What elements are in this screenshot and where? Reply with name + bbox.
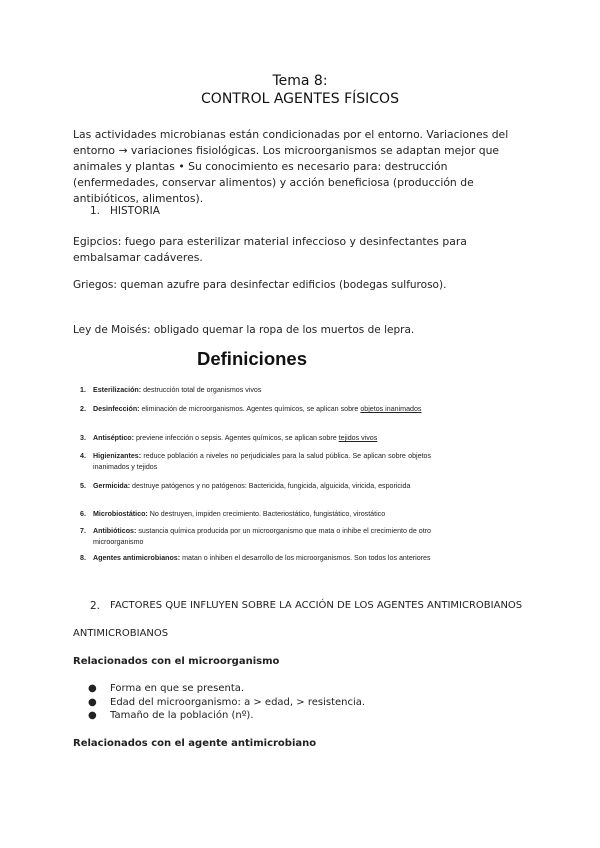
- section-2-title: FACTORES QUE INFLUYEN SOBRE LA ACCIÓN DE LOS AGENTES ANTIMICROBIANOS: [110, 600, 523, 611]
- history-griegos: Griegos: queman azufre para desinfectar edificios (bodegas sulfuroso).: [73, 279, 447, 291]
- list-item: ● Forma en que se presenta.: [88, 683, 245, 694]
- title-line-1: Tema 8:: [272, 73, 328, 89]
- list-item: ● Edad del microorganismo: a > edad, > resistencia.: [88, 696, 366, 708]
- definitions-figure: Definiciones 1. Esterilización: destrucción total de organismos vivos 2. Desinfección: eliminación de microorganismos. Agentes químicos, se aplican sobre objetos inanimados 3. Antiséptico: previene infección o sepsis. Agentes químicos, se aplican sobre tejidos vivos 4. Higienizantes: reduce población a niveles no perjudiciales para la salud pública. Se aplican sobre objetos inanimados y tejidos 5. Germicida: destruye patógenos y no patógenos: Bactericida, fungicida, alguicida, viricida, esporicida 6. Microbiostático: No destruyen, impiden crecimiento. Bacteriostático, fungistático, virostático 7. Antibióticos: sustancia química producida por un microorganismo que mata o inhibe el crecimiento de otro microorganismo 8. Agentes antimicrobianos: matan o inhiben el desarrollo de los microorganismos. Son todos los anteriores: [80, 348, 431, 562]
- section-1-number: 1.: [90, 205, 101, 217]
- intro-paragraph: Las actividades microbianas están condicionadas por el entorno. Variaciones del entorno → variaciones fisiológicas. Los microorganismos se adaptan mejor que animales y plantas • Su conocimiento es necesario para: destrucción (enfermedades, conservar alimentos) y acción beneficiosa (producción de antibióticos, alimentos).: [73, 128, 509, 205]
- history-moises: Ley de Moisés: obligado quemar la ropa de los muertos de lepra.: [73, 324, 415, 336]
- factors-list: [88, 682, 365, 723]
- section-2-number: 2.: [90, 600, 101, 612]
- history-egipcios: Egipcios: fuego para esterilizar material infeccioso y desinfectantes para embalsamar cadáveres.: [73, 235, 467, 264]
- section-1-title: HISTORIA: [110, 205, 160, 217]
- subheading-agente: Relacionados con el agente antimicrobiano: [73, 738, 317, 749]
- antimicrobianos-label: ANTIMICROBIANOS: [73, 628, 169, 639]
- title-line-2: CONTROL AGENTES FÍSICOS: [201, 91, 399, 107]
- subheading-microorganismo: Relacionados con el microorganismo: [73, 656, 280, 667]
- list-item: ● Tamaño de la población (nº).: [88, 710, 254, 721]
- definitions-title: Definiciones: [197, 348, 307, 369]
